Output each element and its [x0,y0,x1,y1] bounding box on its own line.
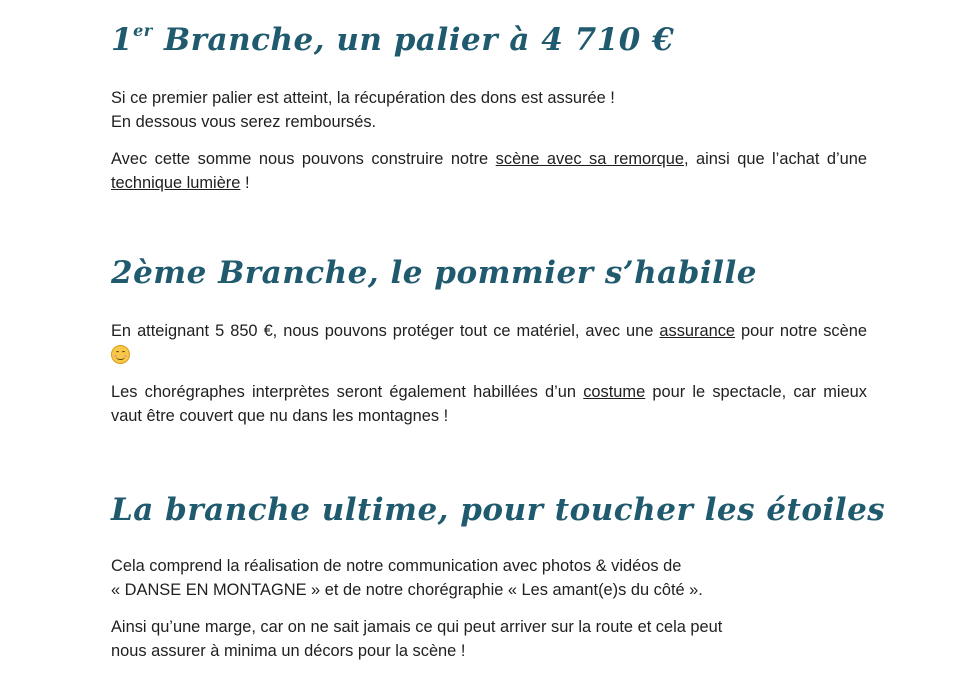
section-palier-2 [111,253,867,428]
underlined-scene-remorque: scène avec sa remorque [495,150,684,168]
underlined-assurance: assurance [659,322,736,340]
text-line: En dessous vous serez remboursés. [111,113,377,131]
heading-1-text: Branche, un palier à 4 710 € [152,22,675,58]
text-run: , ainsi que l’achat d’une [683,150,868,168]
paragraph-marge [111,615,867,663]
paragraph-construction [111,147,867,195]
paragraph-recuperation [111,86,867,134]
section-palier-3 [111,490,886,663]
text-line: nous assurer à minima un décors pour la scène ! [111,642,466,660]
heading-branche-2: 2ème Branche, le pommier s’habille [111,255,757,291]
text-run: pour notre scène [735,322,867,340]
underlined-costume: costume [583,383,646,401]
heading-1-superscript: er [133,21,153,40]
text-line: Cela comprend la réalisation de notre communication avec photos & vidéos de [111,557,682,575]
paragraph-costume [111,380,867,428]
text-line: « DANSE EN MONTAGNE » et de notre chorégraphie « Les amant(e)s du côté ». [111,581,703,599]
section-palier-1 [111,20,867,195]
text-run: En atteignant 5 850 €, nous pouvons protéger tout ce matériel, avec une [111,322,660,340]
text-run: Avec cette somme nous pouvons construire notre [111,150,496,168]
heading-branche-1 [111,20,867,60]
paragraph-assurance [111,319,867,367]
smiling-face-icon [111,345,130,364]
text-run: Les chorégraphes interprètes seront également habillées d’un [111,383,584,401]
heading-1-number: 1 [111,22,134,58]
text-run: ! [240,174,250,192]
text-line: Si ce premier palier est atteint, la récupération des dons est assurée ! [111,89,615,107]
heading-branche-ultime: La branche ultime, pour toucher les étoiles [111,492,886,528]
text-run: pour le spectacle, car mieux vaut être couvert que nu dans les montagnes ! [111,383,867,425]
text-line: Ainsi qu’une marge, car on ne sait jamais ce qui peut arriver sur la route et cela peut [111,618,723,636]
paragraph-communication [111,554,867,602]
underlined-technique-lumiere: technique lumière [111,174,241,192]
